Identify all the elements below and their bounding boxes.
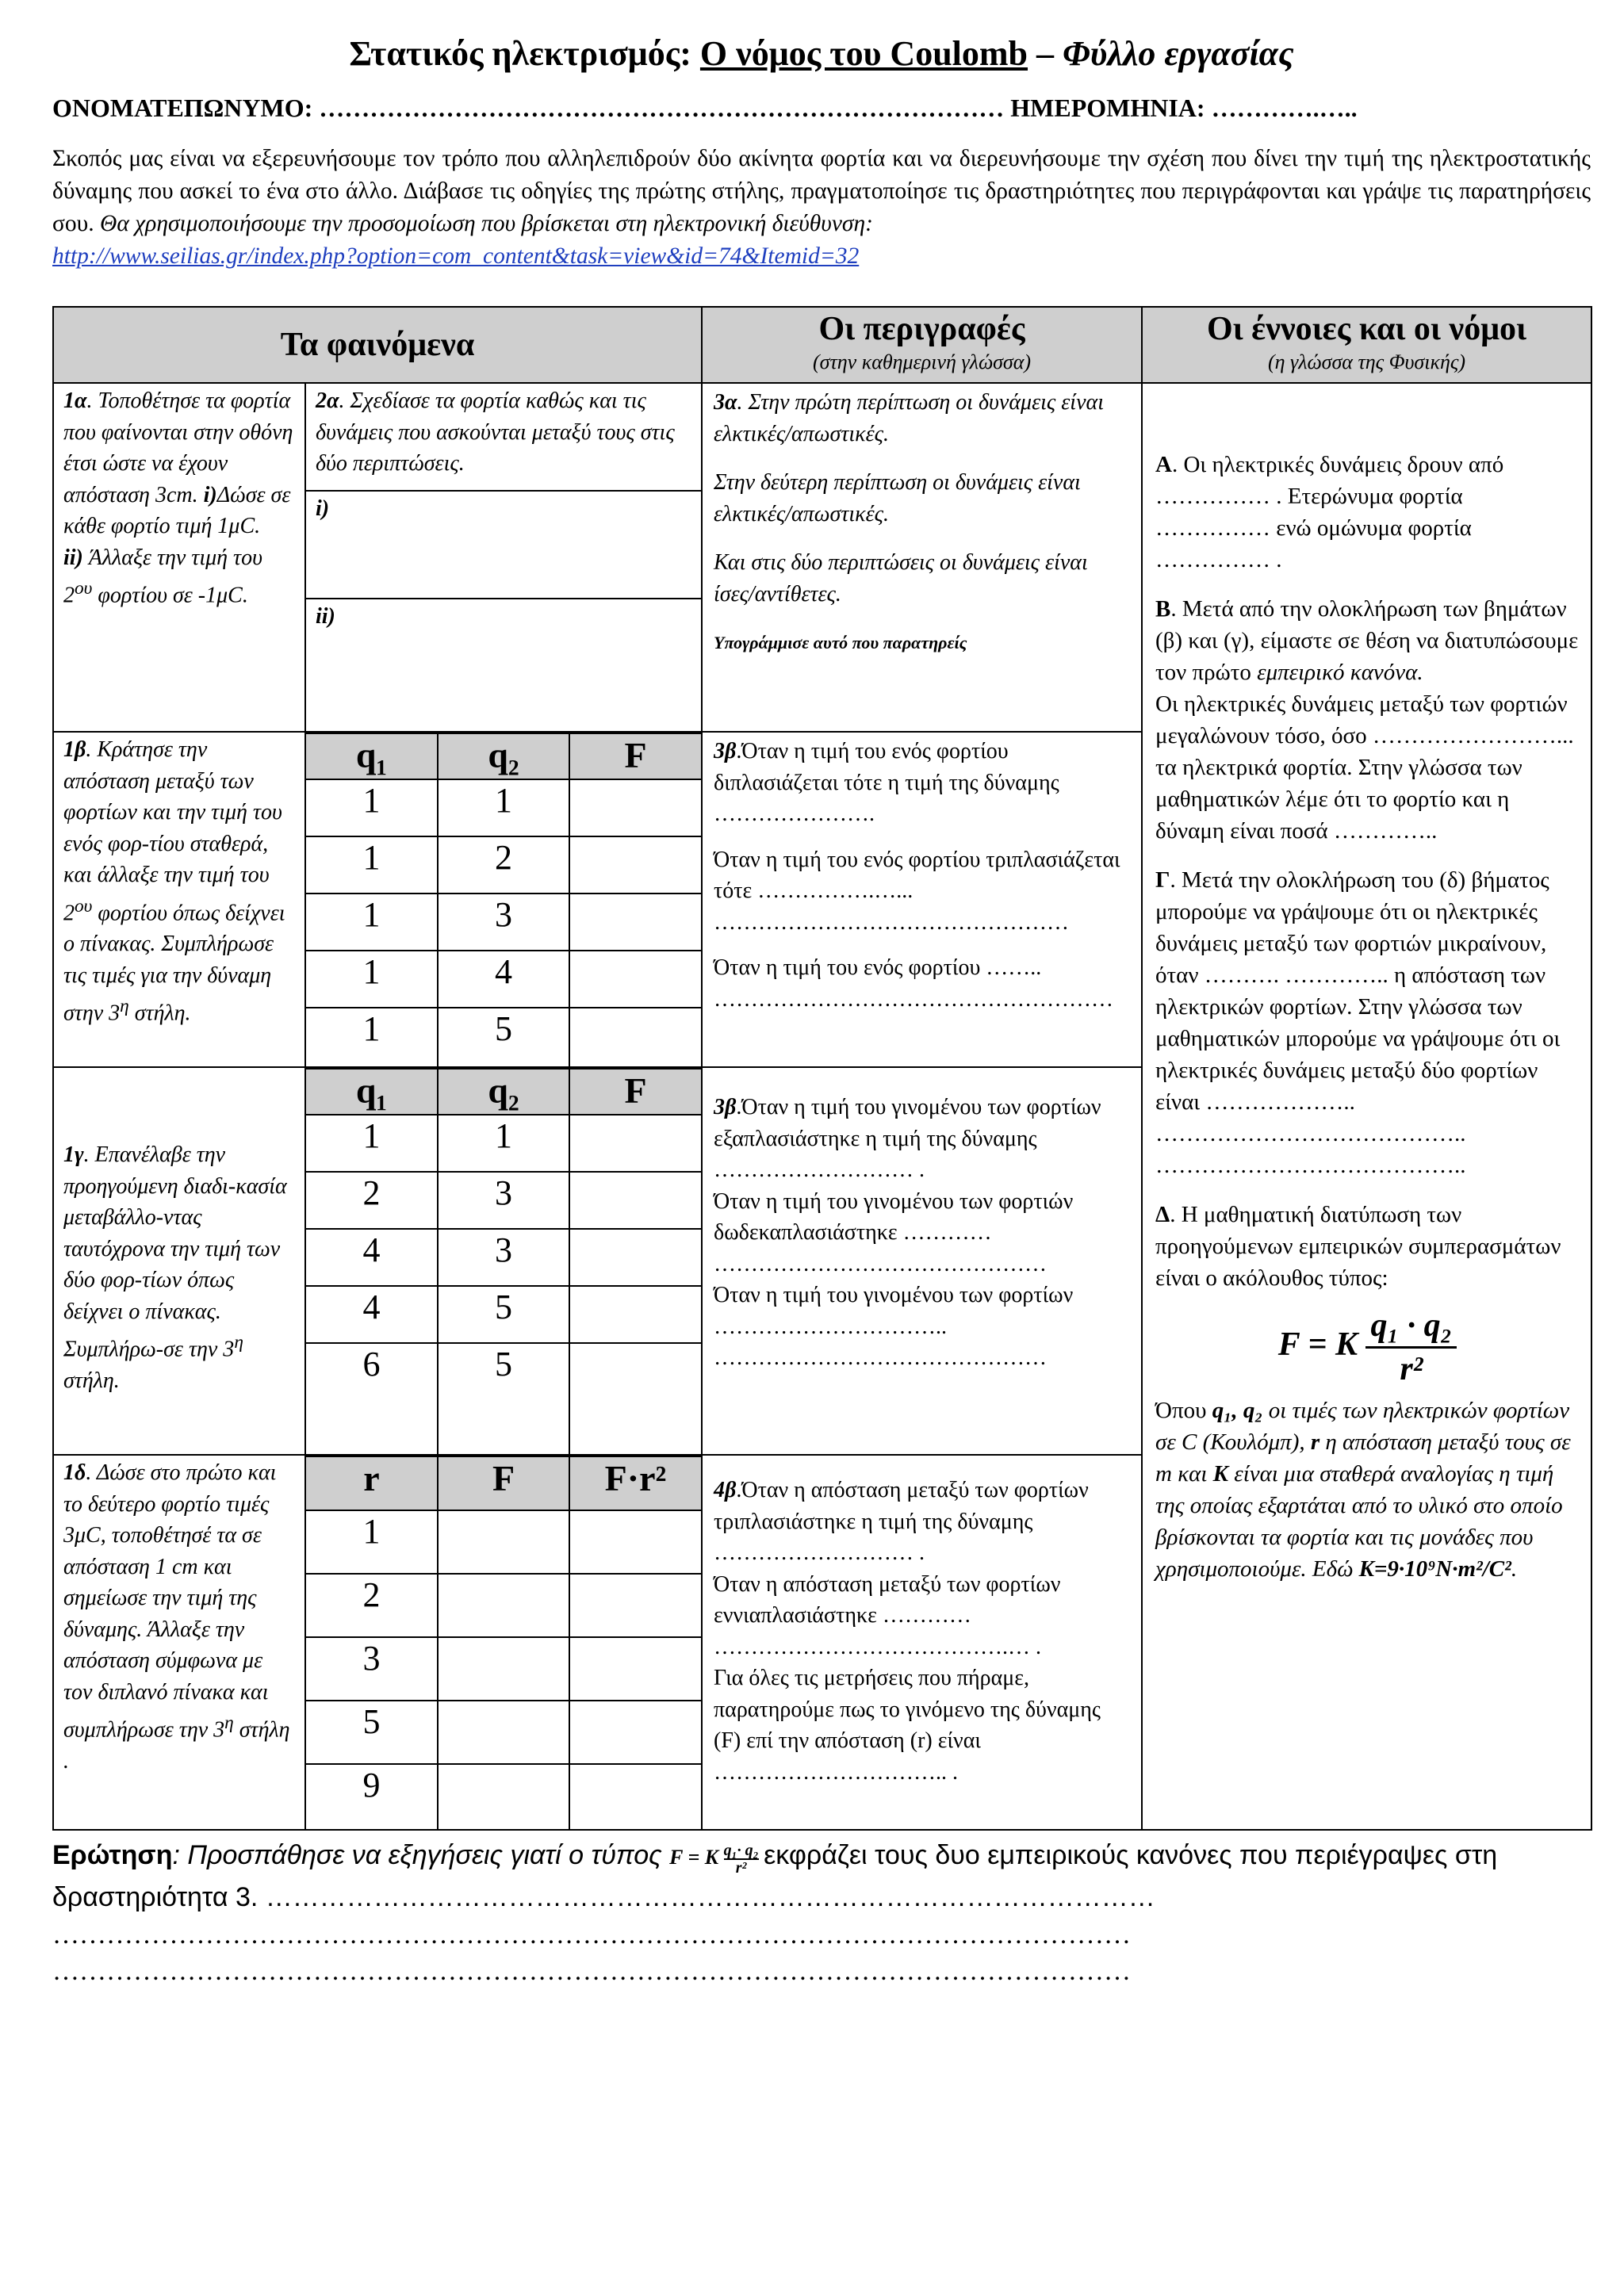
table-cell: 6 [306, 1343, 438, 1454]
step-1a-ii: ii) [63, 545, 83, 570]
table-row [306, 951, 701, 1008]
table-cell: 1 [306, 951, 438, 1008]
step-1a-text: . Τοποθέτησε τα φορτία που φαίνονται στην οθόνη έτσι ώστε να έχουν απόσταση 3cm. [63, 388, 293, 507]
table-row [306, 1172, 701, 1229]
title-main: Ο νόμος του Coulomb [699, 34, 1028, 73]
table-row [306, 1286, 701, 1343]
question-answer-line3[interactable]: ………………………………………………………………………………………………………… [52, 1957, 1131, 1986]
case-i-label: i) [316, 496, 330, 521]
law-b-italic: εμπειρικό κανόνα. [1257, 660, 1423, 685]
step-1d-num: 1δ [63, 1460, 86, 1485]
table-1c-header: q₂ [438, 1069, 569, 1115]
answer-cell[interactable] [569, 951, 701, 1008]
simulation-link[interactable]: http://www.seilias.gr/index.php?option=com_content&task=view&id=74&Itemid=32 [52, 243, 860, 269]
step-1b-mid: φορτίου όπως δείχνει ο πίνακας. Συμπλήρωσε τις τιμές για την δύναμη στην 3 [63, 900, 285, 1026]
table-1b-header: F [569, 733, 701, 779]
table-1c-header: q₁ [306, 1069, 438, 1115]
law-a [1155, 449, 1580, 576]
step-1c-text: . Επανέλαβε την προηγούμενη διαδι-κασία μεταβάλλο-ντας ταυτόχρονα την τιμή των δύο φορ-τίων όπως δείχνει ο πίνακας. Συμπλήρω-σε την 3 [63, 1142, 287, 1362]
step-4b [702, 1455, 1142, 1830]
worksheet-table [52, 306, 1592, 1831]
page-title [52, 29, 1591, 79]
step-3c-line3[interactable]: Όταν η τιμή του γινομένου των φορτίων ………………………….. ……………………………………… [714, 1283, 1074, 1370]
step-3b-num: 3β [714, 739, 737, 763]
table-row [306, 1701, 701, 1764]
law-c-label: Γ [1155, 867, 1170, 893]
law-c-text[interactable]: . Μετά την ολοκλήρωση του (δ) βήματος μπορούμε να γράψουμε ότι οι ηλεκτρικές δυνάμεις μεταξύ των φορτιών μικραίνουν, όταν ………. ………….. η απόσταση των ηλεκτρικών φορτίων. Στην γλώσσα των μαθηματικών μπορούμε να γράψουμε ότι οι ηλεκτρικές δυνάμεις μεταξύ δύο φορτίων είναι ……………….. ………………………………….. ………………………………….. [1155, 867, 1561, 1178]
question-answer-line2[interactable]: ………………………………………………………………………………………………………… [52, 1920, 1131, 1950]
law-b-text: . Μετά από την ολοκλήρωση των βημάτων (β) και (γ), είμαστε σε θέση να διατυπώσουμε τον πρώτο [1155, 596, 1579, 685]
law-d-q: q₁, q₂ [1212, 1398, 1263, 1423]
table-1b-cell [305, 732, 702, 1067]
table-cell: 9 [306, 1764, 438, 1829]
title-suffix: Φύλλο εργασίας [1063, 34, 1294, 73]
drawing-area-ii[interactable] [306, 599, 701, 723]
table-row [306, 836, 701, 894]
step-4b-line2[interactable]: Όταν η απόσταση μεταξύ των φορτίων εννιαπλασιάστηκε ………… ………………………………….… . [714, 1571, 1061, 1659]
answer-cell[interactable] [438, 1764, 569, 1829]
table-row [306, 1574, 701, 1637]
answer-cell[interactable] [569, 1172, 701, 1229]
title-prefix: Στατικός ηλεκτρισμός: [349, 34, 700, 73]
law-d-r: r [1310, 1429, 1320, 1455]
name-date-field[interactable]: ΟΝΟΜΑΤΕΠΩΝΥΜΟ: ……………………………………………………………………… ΗΜΕΡΟΜΗΝΙΑ: ………….….. [52, 94, 1358, 122]
law-c [1155, 864, 1580, 1181]
answer-cell[interactable] [438, 1701, 569, 1764]
step-2a-text: . Σχεδίασε τα φορτία καθώς και τις δυνάμεις που ασκούνται μεταξύ τους στις δύο περιπτώσεις. [316, 388, 675, 476]
question-formula-num: q₁· q₂ [723, 1842, 759, 1860]
header-descriptions [702, 307, 1142, 383]
table-row [306, 1229, 701, 1286]
step-1b-num: 1β [63, 737, 86, 762]
table-cell: 5 [438, 1008, 569, 1066]
header-phenomena-label: Τα φαινόμενα [280, 327, 475, 363]
step-3c [702, 1067, 1142, 1455]
table-row [306, 1510, 701, 1574]
answer-cell[interactable] [569, 836, 701, 894]
table-cell: 1 [438, 779, 569, 836]
answer-cell[interactable] [569, 1229, 701, 1286]
step-1d-end: στήλη . [63, 1717, 290, 1774]
question-formula-lhs: F = K [669, 1846, 719, 1869]
header-concepts-label: Οι έννοιες και οι νόμοι [1206, 311, 1527, 347]
law-d-explanation [1155, 1395, 1580, 1585]
question-formula [669, 1842, 764, 1877]
step-3b-line2[interactable]: Όταν η τιμή του ενός φορτίου τριπλασιάζεται τότε …………….…... [714, 847, 1120, 903]
step-3b-line1[interactable] [714, 736, 1133, 830]
question-formula-fraction [724, 1843, 759, 1876]
answer-cell[interactable] [569, 779, 701, 836]
step-2a-cell [305, 383, 702, 732]
table-cell: 5 [438, 1343, 569, 1454]
table-1b [306, 733, 701, 1066]
table-row [306, 779, 701, 836]
title-dash: – [1028, 34, 1063, 73]
formula-fraction [1365, 1305, 1457, 1390]
answer-cell[interactable] [438, 1574, 569, 1637]
law-d-kval: K=9·10⁹N·m²/C² [1358, 1556, 1511, 1582]
law-b [1155, 593, 1580, 847]
step-3b-line3[interactable]: Όταν η τιμή του ενός φορτίου …….. ……………………………………………… [714, 955, 1114, 1012]
table-row [306, 894, 701, 951]
intro-text: Σκοπός μας είναι να εξερευνήσουμε τον τρόπο που αλληλεπιδρούν δύο ακίνητα φορτία και να διερευνήσουμε την σχέση που δίνει την τιμή της ηλεκτροστατικής δύναμης που ασκεί το ένα στο άλλο. Διάβασε τις οδηγίες της πρώτης στήλης, πραγματοποίησε τις δραστηριότητες που περιγράφονται και γράψε τις παρατηρήσεις σου. [52, 146, 1591, 236]
step-3b [702, 732, 1142, 1067]
step-1a-sup: ου [75, 578, 93, 599]
law-b-text2[interactable]: Οι ηλεκτρικές δυνάμεις μεταξύ των φορτιών μεγαλώνουν τόσο, όσο ……………………... τα ηλεκτρικά φορτία. Στην γλώσσα των μαθηματικών λέμε ότι το φορτίο και η δύναμη είναι ποσά ………….. [1155, 691, 1574, 844]
step-1b-sup2: η [120, 996, 129, 1017]
step-1d-sup: η [224, 1712, 234, 1733]
coulomb-formula [1155, 1305, 1580, 1390]
answer-cell[interactable] [569, 1343, 701, 1454]
formula-denominator: r² [1400, 1351, 1423, 1387]
table-cell: 3 [438, 894, 569, 951]
answer-cell[interactable] [569, 1764, 701, 1829]
table-1c-header: F [569, 1069, 701, 1115]
law-d-where4: είναι μια σταθερά αναλογίας η τιμή της οποίας εξαρτάται από το υλικό στο οποίο βρίσκονται τα φορτία και τις μονάδες που χρησιμοποιούμε. Εδώ [1155, 1461, 1563, 1582]
step-1b-end: στήλη. [128, 1001, 191, 1026]
question-label: Ερώτηση [52, 1840, 173, 1870]
law-d [1155, 1199, 1580, 1294]
table-cell: 5 [306, 1701, 438, 1764]
table-cell: 2 [306, 1574, 438, 1637]
law-d-where: Όπου [1155, 1398, 1212, 1423]
answer-cell[interactable] [569, 1701, 701, 1764]
step-4b-line1[interactable] [714, 1475, 1133, 1569]
step-1a-num: 1α [63, 388, 87, 413]
step-3c-text: .Όταν η τιμή του γινομένου των φορτίων εξαπλασιάστηκε η τιμή της δύναμης ……………………… . [714, 1095, 1101, 1182]
step-1b-text: . Κράτησε την απόσταση μεταξύ των φορτίων και την τιμή του ενός φορ-τίου σταθερά, και άλλαξε την τιμή του 2 [63, 737, 282, 925]
table-cell: 4 [306, 1286, 438, 1343]
step-4b-num: 4β [714, 1478, 737, 1502]
table-row [306, 1008, 701, 1066]
answer-cell[interactable] [569, 1574, 701, 1637]
law-b-label: Β [1155, 596, 1171, 622]
table-cell: 3 [438, 1172, 569, 1229]
header-descriptions-label: Οι περιγραφές [818, 311, 1025, 347]
table-1d-header: F·r² [569, 1456, 701, 1510]
law-a-text[interactable]: . Οι ηλεκτρικές δυνάμεις δρουν από …………… . Ετερώνυμα φορτία …………… ενώ ομώνυμα φορτία …………… . [1155, 452, 1504, 572]
answer-cell[interactable] [569, 1008, 701, 1066]
law-d-label: Δ [1155, 1202, 1170, 1227]
answer-cell[interactable] [569, 1510, 701, 1574]
step-1b-sup: ου [75, 895, 93, 916]
table-cell: 1 [306, 1510, 438, 1574]
intro-paragraph [52, 143, 1591, 273]
drawing-area-i[interactable] [306, 492, 701, 599]
header-descriptions-sub: (στην καθημερινή γλώσσα) [812, 350, 1032, 373]
table-cell: 3 [438, 1229, 569, 1286]
final-question [52, 1835, 1591, 1917]
answer-cell[interactable] [569, 1637, 701, 1701]
table-row [306, 1115, 701, 1172]
step-1c-end: στήλη. [63, 1368, 120, 1393]
laws-column [1142, 383, 1591, 1830]
formula-numerator: q₁ · q₂ [1365, 1305, 1457, 1349]
law-d-end: . [1511, 1556, 1518, 1582]
step-1b [53, 732, 305, 1067]
step-4b-line3[interactable]: Για όλες τις μετρήσεις που πήραμε, παρατηρούμε πως το γινόμενο της δύναμης (F) επί την απόσταση (r) είναι ………………………….. . [714, 1666, 1101, 1785]
step-1a-i-text: Δώσε σε κάθε φορτίο τιμή 1μC. [63, 482, 291, 538]
step-1c-sup: η [234, 1332, 243, 1353]
answer-cell[interactable] [569, 1286, 701, 1343]
law-d-where3: η απόσταση μεταξύ τους σε m και [1155, 1429, 1571, 1487]
step-3a [702, 383, 1142, 732]
answer-cell[interactable] [569, 894, 701, 951]
step-3a-num: 3α [714, 390, 737, 415]
table-1d [306, 1456, 701, 1829]
law-d-where2: οι τιμές των ηλεκτρικών φορτίων σε C (Κουλόμπ), [1155, 1398, 1570, 1455]
formula-lhs: F = K [1277, 1326, 1358, 1364]
law-d-k: K [1212, 1461, 1229, 1487]
step-3c-num: 3β [714, 1095, 737, 1119]
table-1c [306, 1068, 701, 1454]
answer-cell[interactable] [569, 1115, 701, 1172]
step-1c [53, 1067, 305, 1455]
header-concepts [1142, 307, 1591, 383]
table-row [306, 1764, 701, 1829]
step-3a-choice-3[interactable]: Και στις δύο περιπτώσεις οι δυνάμεις είναι ίσες/αντίθετες. [714, 550, 1088, 607]
law-d-text: . Η μαθηματική διατύπωση των προηγούμενων εμπειρικών συμπερασμάτων είναι ο ακόλουθος τύπος: [1155, 1202, 1561, 1291]
table-cell: 4 [306, 1229, 438, 1286]
step-1a [53, 383, 305, 732]
table-cell: 1 [306, 1115, 438, 1172]
case-ii-label: ii) [316, 604, 335, 629]
table-cell: 1 [306, 836, 438, 894]
name-date-row [52, 90, 1591, 125]
question-answer-line1[interactable]: εκφράζει τους δυο εμπειρικούς κανόνες που περιέγραψες στη δραστηριότητα 3. ……………………………………………………………………………………… [52, 1840, 1498, 1912]
table-cell: 4 [438, 951, 569, 1008]
step-4b-text: .Όταν η απόσταση μεταξύ των φορτίων τριπλασιάστηκε η τιμή της δύναμης ……………………… . [714, 1478, 1089, 1565]
question-formula-den: r² [735, 1859, 747, 1877]
table-1b-header: q₁ [306, 733, 438, 779]
underline-hint: Υπογράμμισε αυτό που παρατηρείς [714, 633, 967, 652]
table-row [306, 1343, 701, 1454]
step-3b-line2b[interactable]: ………………………………………… [714, 909, 1070, 935]
table-cell: 3 [306, 1637, 438, 1701]
table-cell: 1 [306, 1008, 438, 1066]
step-3b-text: .Όταν η τιμή του ενός φορτίου διπλασιάζεται τότε η τιμή της δύναμης …………………. [714, 739, 1059, 826]
worksheet [52, 29, 1591, 1990]
table-1d-header: F [438, 1456, 569, 1510]
table-cell: 1 [306, 779, 438, 836]
step-2a [306, 384, 701, 492]
table-1b-header: q₂ [438, 733, 569, 779]
answer-cell[interactable] [438, 1510, 569, 1574]
step-2a-num: 2α [316, 388, 339, 413]
step-1a-i: i) [203, 482, 217, 507]
question-text: : Προσπάθησε να εξηγήσεις γιατί ο τύπος [172, 1840, 670, 1870]
step-3a-choice-2[interactable]: Στην δεύτερη περίπτωση οι δυνάμεις είναι ελκτικές/απωστικές. [714, 470, 1081, 526]
step-1d-text: . Δώσε στο πρώτο και το δεύτερο φορτίο τιμές 3μC, τοποθέτησέ τα σε απόσταση 1 cm και σημείωσε την τιμή της δύναμης. Άλλαξε την απόσταση σύμφωνα με τον διπλανό πίνακα και συμπλήρωσε την 3 [63, 1460, 277, 1743]
header-concepts-sub: (η γλώσσα της Φυσικής) [1267, 350, 1466, 373]
table-1d-header: r [306, 1456, 438, 1510]
step-1a-ii-text: Άλλαξε την τιμή του 2 [63, 545, 262, 608]
table-cell: 5 [438, 1286, 569, 1343]
table-cell: 2 [438, 836, 569, 894]
table-cell: 1 [306, 894, 438, 951]
law-a-label: Α [1155, 452, 1172, 477]
table-cell: 1 [438, 1115, 569, 1172]
intro-italic: Θα χρησιμοποιήσουμε την προσομοίωση που βρίσκεται στη ηλεκτρονική διεύθυνση: [100, 211, 873, 236]
step-1d [53, 1455, 305, 1830]
table-row [306, 1637, 701, 1701]
step-3a-text: . Στην πρώτη περίπτωση οι δυνάμεις είναι ελκτικές/απωστικές. [714, 390, 1104, 446]
step-1a-end: φορτίου σε -1μC. [92, 583, 248, 608]
table-1c-cell [305, 1067, 702, 1455]
table-1d-cell [305, 1455, 702, 1830]
step-3c-line2[interactable]: Όταν η τιμή του γινομένου των φορτιών δωδεκαπλασιάστηκε ………… ……………………………………… [714, 1188, 1074, 1276]
answer-cell[interactable] [438, 1637, 569, 1701]
header-phenomena [53, 307, 702, 383]
step-3c-line1[interactable] [714, 1092, 1133, 1186]
step-1c-num: 1γ [63, 1142, 84, 1167]
table-cell: 2 [306, 1172, 438, 1229]
